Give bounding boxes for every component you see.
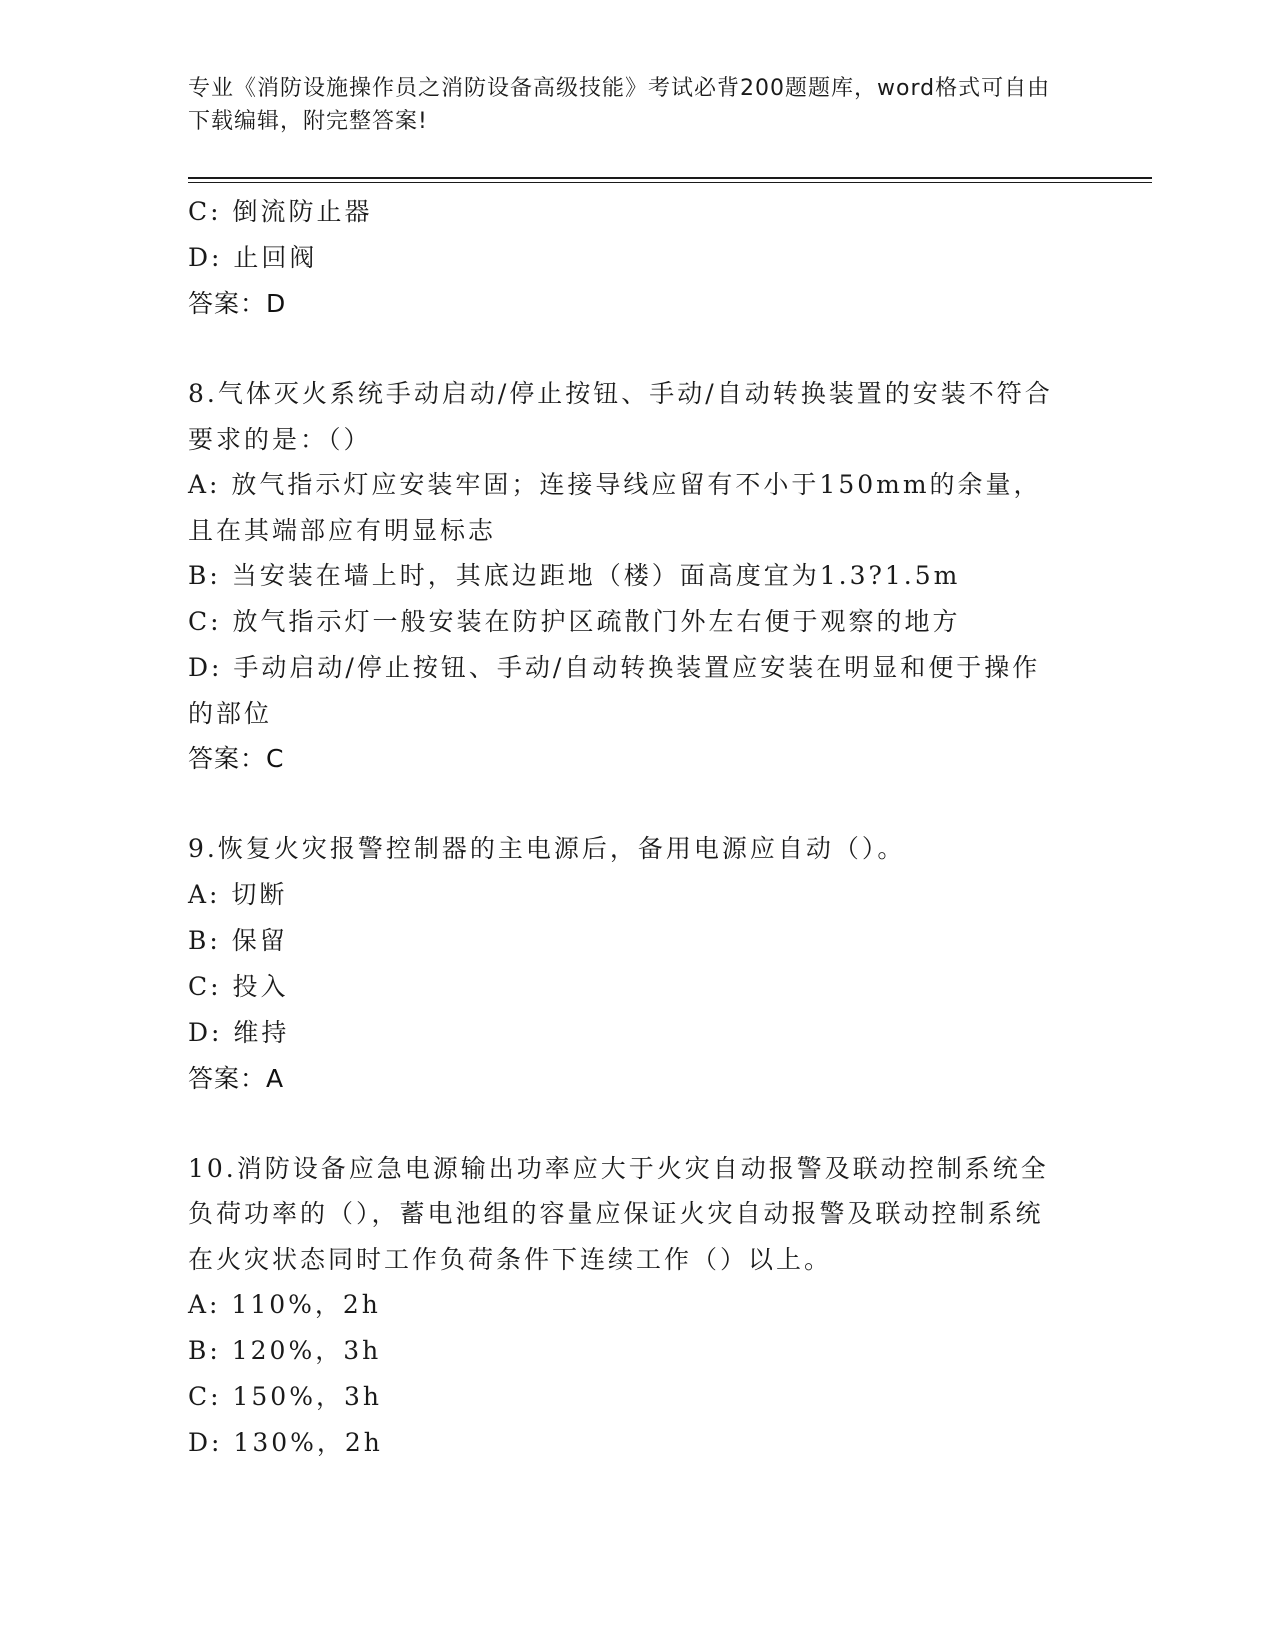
question-list bbox=[188, 189, 1088, 1466]
option-b: B: 保留 bbox=[188, 925, 288, 955]
spacer bbox=[188, 1102, 1088, 1146]
question-10-block bbox=[188, 1146, 1088, 1467]
answer-label: 答案：A bbox=[188, 1063, 285, 1093]
option-d: D: 130%，2h bbox=[188, 1428, 383, 1457]
option-c: C: 投入 bbox=[188, 971, 289, 1001]
header-divider-thick bbox=[188, 177, 1152, 179]
option-d: D: 维持 bbox=[188, 1017, 290, 1047]
option-c: C: 150%，3h bbox=[188, 1382, 382, 1411]
header-divider-thin bbox=[188, 182, 1152, 183]
option-d: D: 手动启动/停止按钮、手动/自动转换装置应安装在明显和便于操作的部位 bbox=[188, 653, 1041, 728]
option-b: B: 120%，3h bbox=[188, 1336, 382, 1365]
question-stem: 8.气体灭火系统手动启动/停止按钮、手动/自动转换装置的安装不符合要求的是：（） bbox=[188, 379, 1053, 454]
option-d: D: 止回阀 bbox=[188, 243, 318, 272]
question-7-block bbox=[188, 189, 1088, 327]
page-header: 专业《消防设施操作员之消防设备高级技能》考试必背200题题库，word格式可自由下载编辑，附完整答案! bbox=[188, 76, 1051, 134]
question-stem: 10.消防设备应急电源输出功率应大于火灾自动报警及联动控制系统全负荷功率的（），蓄电池组的容量应保证火灾自动报警及联动控制系统在火灾状态同时工作负荷条件下连续工作（）以上。 bbox=[188, 1153, 1049, 1274]
option-c: C: 放气指示灯一般安装在防护区疏散门外左右便于观察的地方 bbox=[188, 607, 961, 636]
option-a: A: 110%，2h bbox=[188, 1290, 381, 1319]
question-8-block bbox=[188, 371, 1088, 782]
spacer bbox=[188, 782, 1088, 826]
question-stem: 9.恢复火灾报警控制器的主电源后，备用电源应自动（）。 bbox=[188, 834, 906, 863]
option-a: A: 放气指示灯应安装牢固；连接导线应留有不小于150mm的余量，且在其端部应有明显标志 bbox=[188, 470, 1042, 545]
spacer bbox=[188, 327, 1088, 371]
option-b: B: 当安装在墙上时，其底边距地（楼）面高度宜为1.3?1.5m bbox=[188, 561, 961, 590]
option-a: A: 切断 bbox=[188, 879, 288, 909]
option-c: C: 倒流防止器 bbox=[188, 197, 373, 226]
question-9-block bbox=[188, 826, 1088, 1102]
answer-label: 答案：C bbox=[188, 744, 285, 773]
answer-label: 答案：D bbox=[188, 289, 287, 318]
